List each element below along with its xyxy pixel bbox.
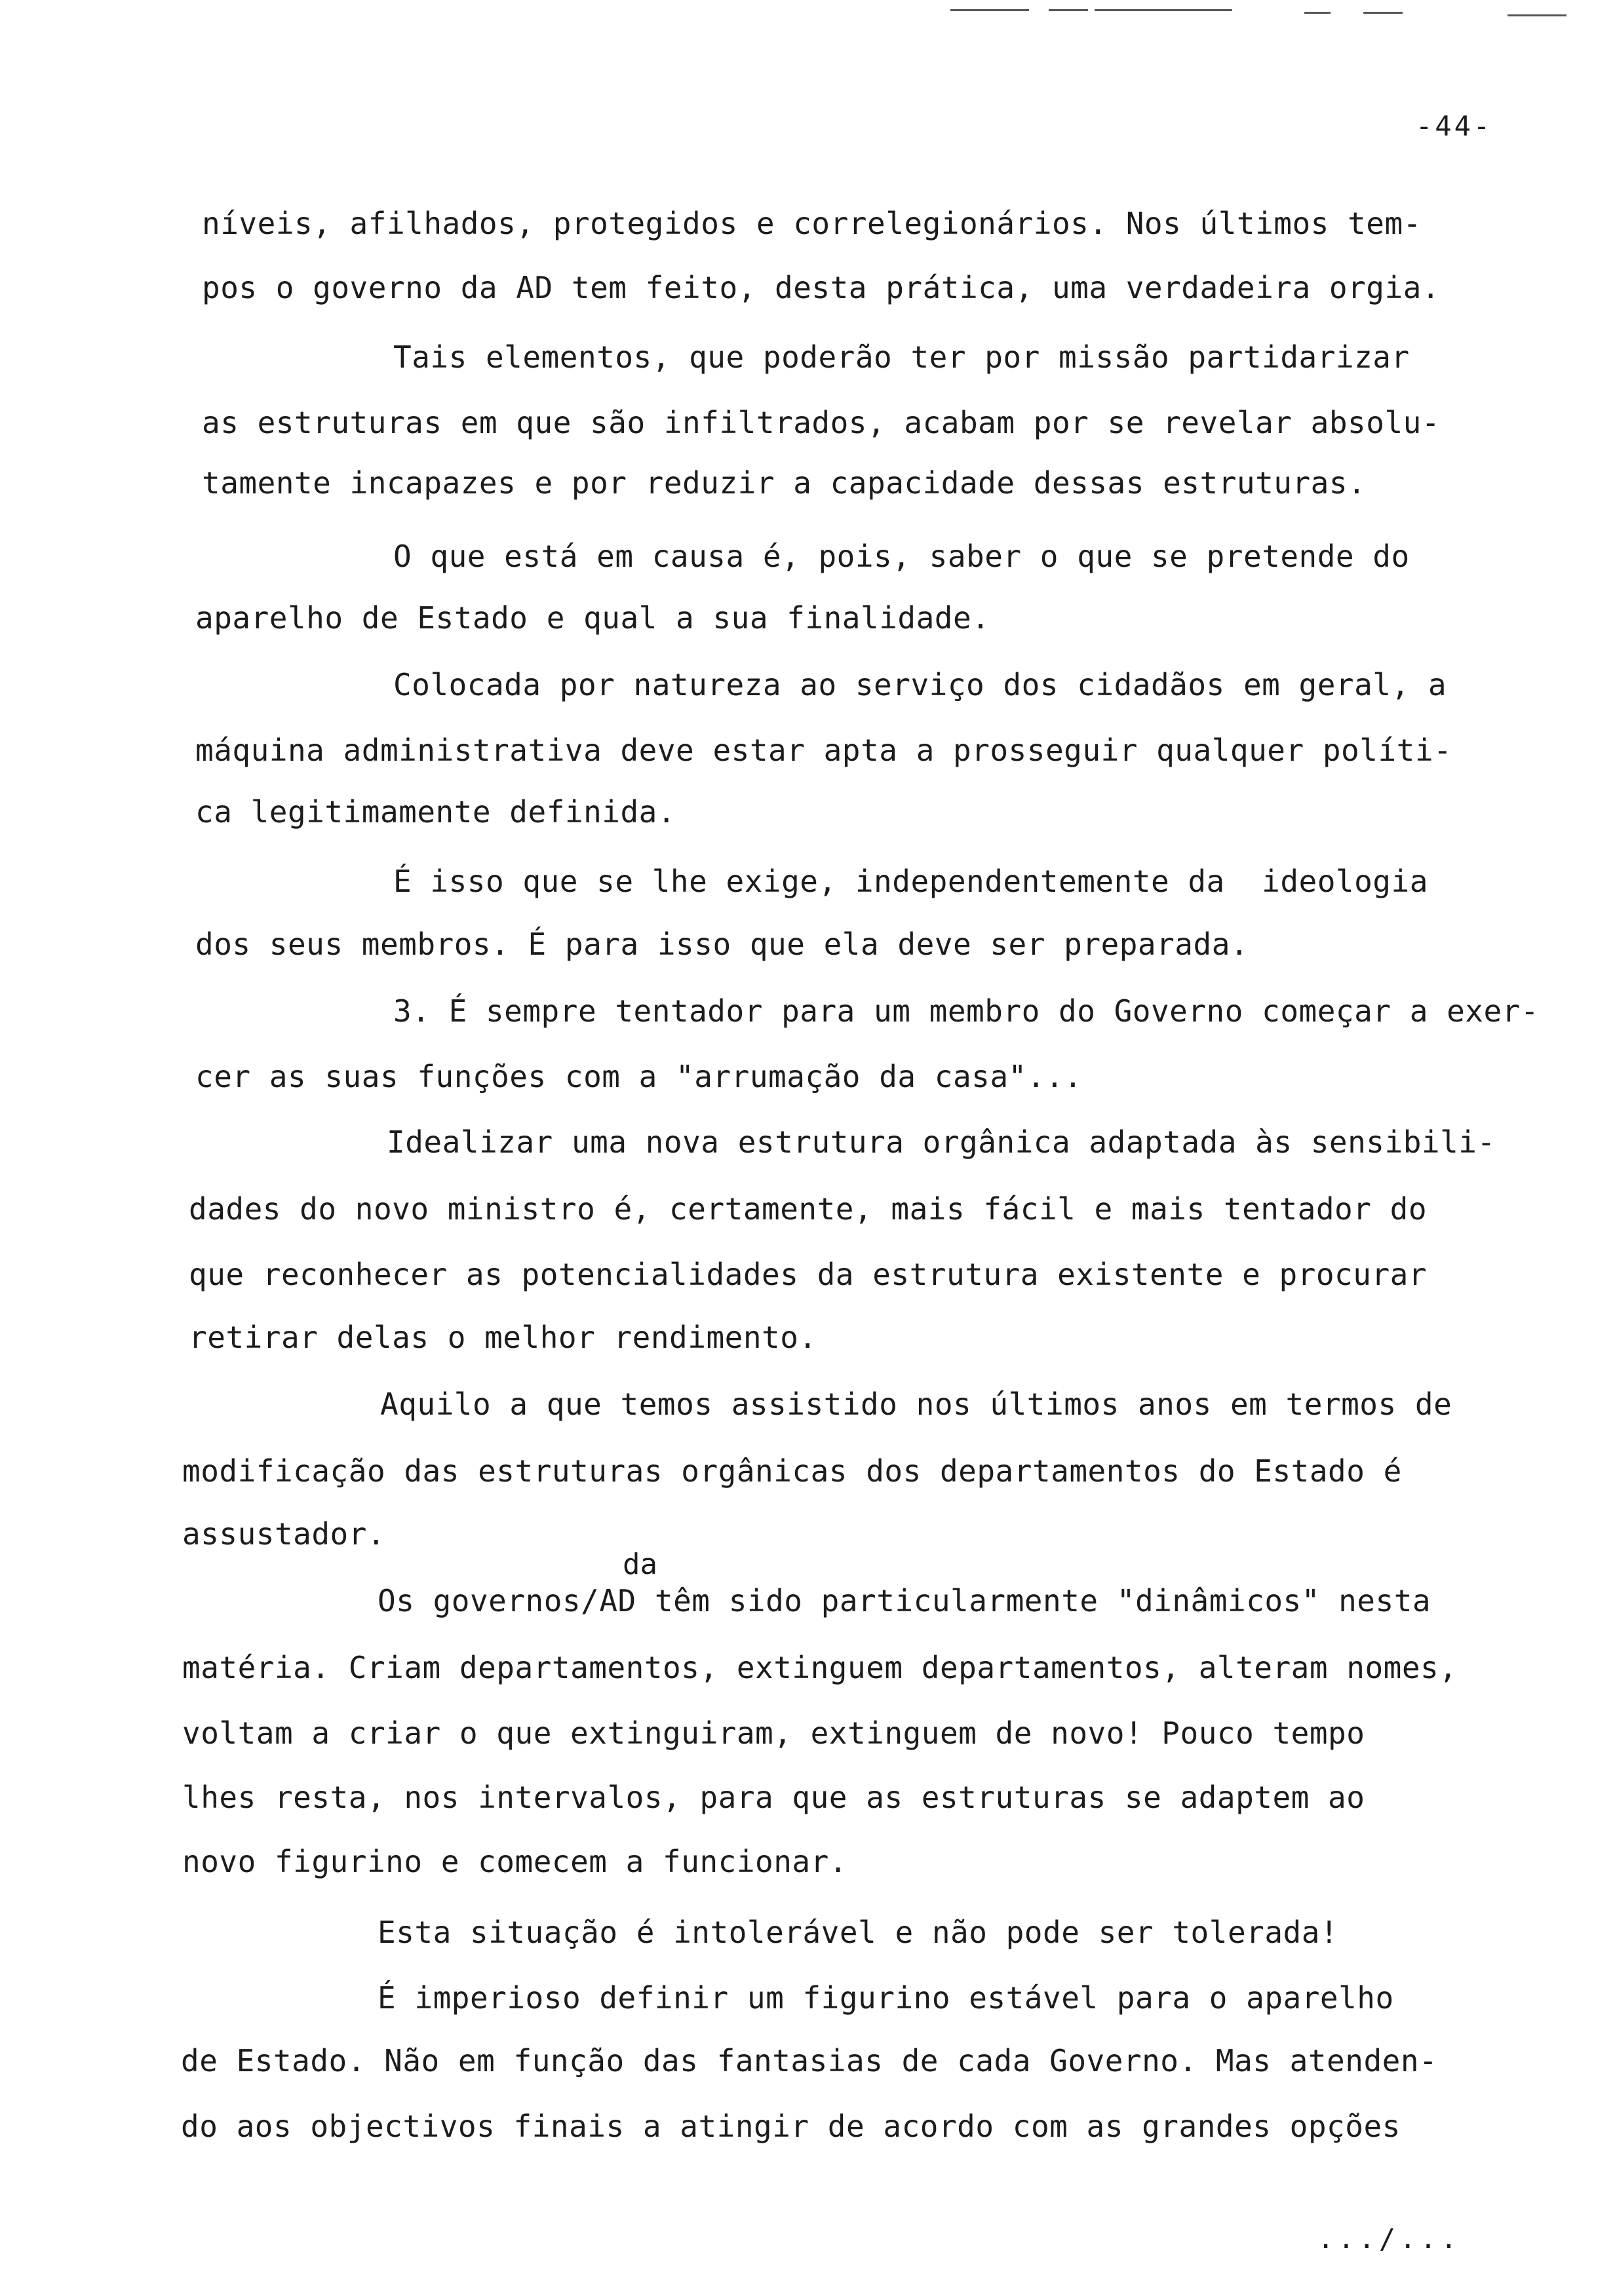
text-line: É isso que se lhe exige, independentemente da ideologia: [393, 864, 1428, 899]
continuation-mark: .../...: [1317, 2223, 1462, 2255]
text-line: máquina administrativa deve estar apta a prosseguir qualquer políti-: [195, 733, 1452, 768]
text-line: modificação das estruturas orgânicas dos departamentos do Estado é: [182, 1453, 1402, 1489]
text-line: Tais elementos, que poderão ter por missão partidarizar: [393, 339, 1410, 375]
text-line: Idealizar uma nova estrutura orgânica adaptada às sensibili-: [387, 1124, 1496, 1160]
top-rule: [1304, 12, 1331, 14]
text-line: lhes resta, nos intervalos, para que as estruturas se adaptem ao: [182, 1780, 1365, 1815]
text-line: as estruturas em que são infiltrados, acabam por se revelar absolu-: [202, 405, 1441, 440]
handwritten-insertion: da: [623, 1548, 657, 1581]
text-line: do aos objectivos finais a atingir de acordo com as grandes opções: [181, 2109, 1401, 2144]
top-rule: [1095, 9, 1232, 11]
text-line: novo figurino e comecem a funcionar.: [182, 1844, 847, 1879]
text-line: Aquilo a que temos assistido nos últimos anos em termos de: [380, 1387, 1452, 1422]
text-line: dades do novo ministro é, certamente, mais fácil e mais tentador do: [189, 1191, 1428, 1227]
top-rule: [1363, 12, 1403, 14]
text-line: tamente incapazes e por reduzir a capacidade dessas estruturas.: [202, 465, 1367, 501]
text-line: níveis, afilhados, protegidos e correlegionários. Nos últimos tem-: [202, 206, 1422, 241]
top-rule: [1508, 14, 1566, 16]
text-line: pos o governo da AD tem feito, desta prática, uma verdadeira orgia.: [202, 270, 1441, 305]
text-line: aparelho de Estado e qual a sua finalidade.: [195, 600, 990, 636]
text-line: 3. É sempre tentador para um membro do Governo começar a exer-: [393, 993, 1540, 1029]
text-line: que reconhecer as potencialidades da estrutura existente e procurar: [189, 1257, 1428, 1292]
text-line: ca legitimamente definida.: [195, 794, 676, 830]
text-line: Esta situação é intolerável e não pode ser tolerada!: [378, 1915, 1339, 1950]
text-line: retirar delas o melhor rendimento.: [189, 1320, 817, 1355]
text-line: de Estado. Não em função das fantasias de cada Governo. Mas atenden-: [181, 2043, 1438, 2078]
text-line: assustador.: [182, 1516, 386, 1552]
text-line: Os governos/AD têm sido particularmente "dinâmicos" nesta: [378, 1583, 1431, 1618]
text-line: Colocada por natureza ao serviço dos cidadãos em geral, a: [393, 667, 1447, 702]
top-rule: [950, 9, 1029, 11]
text-line: matéria. Criam departamentos, extinguem departamentos, alteram nomes,: [182, 1650, 1458, 1685]
page-number: -44-: [1416, 110, 1493, 142]
top-rule: [1049, 9, 1088, 11]
text-line: É imperioso definir um figurino estável para o aparelho: [378, 1980, 1394, 2016]
text-line: voltam a criar o que extinguiram, extinguem de novo! Pouco tempo: [182, 1715, 1365, 1751]
text-line: O que está em causa é, pois, saber o que se pretende do: [393, 539, 1410, 574]
text-line: cer as suas funções com a "arrumação da casa"...: [195, 1059, 1083, 1094]
text-line: dos seus membros. É para isso que ela deve ser preparada.: [195, 927, 1249, 962]
